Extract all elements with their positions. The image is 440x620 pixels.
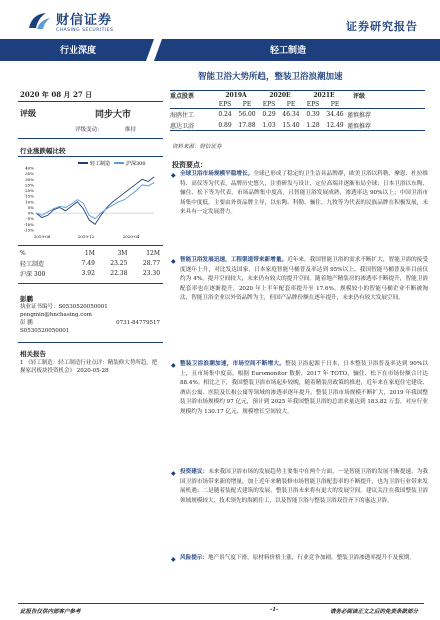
y-tick-label: -15% (23, 227, 34, 233)
contact-name: 彭 鹏 (20, 320, 33, 326)
y-tick-label: 30% (25, 176, 34, 182)
key-points-title: 投资要点： (172, 160, 207, 169)
analyst-info (20, 295, 160, 335)
y-tick-label: -5% (26, 216, 34, 222)
key-point-4: 投资建议：未来我国卫浴市场的发展趋势主要集中在两个方面，一是智能卫浴的发展不断提速，为我国卫浴市场带来新的增量，加上近年来精装修市场智能卫浴配套率的不断提升，也为卫浴行业带来发展机遇；二是随着装配式建筑的发展，整装卫浴未来将有更大的发展空间。建议关注在我国整装卫浴领域规模较大、技术领先的海鸥住工，以及智能卫浴与整装卫浴双管齐下的惠达卫浴。 (180, 469, 428, 504)
footer-right: 请务必阅读正文之后的免责条款部分 (329, 609, 418, 615)
report-date: 2020 年 08 月 27 日 (20, 90, 93, 99)
legend-index: 沪深300 (126, 161, 146, 167)
related-reports (20, 350, 160, 376)
risk-warning: 风险提示：地产景气度下滑，原材料价格上涨，行业竞争加剧，整装卫浴渗透率提升不及预期。 (180, 555, 415, 561)
divider (18, 156, 163, 157)
y-tick-label: 15% (25, 193, 34, 199)
legend-swatch-index (114, 162, 124, 164)
banner-industry: 轻工制造 (270, 46, 307, 56)
cert-number: S0530520050001 (58, 304, 108, 310)
performance-table (20, 248, 160, 278)
y-tick-label: 10% (25, 199, 34, 205)
x-tick-label: 2019-08 (33, 234, 51, 239)
key-point-3: 整装卫浴浪潮加速，市场空间不断增大。整装卫浴起源于日本，日本整装卫浴普及率达到 90%以上，且市场集中度高，根据 Euromonitor 数据，2017 年 TOTO、骊住、松下在市场份额合计达 88.4%。相比之下，我国整装卫浴市场起步较晚，随着精装房政策的推进，近年来在家庭住宅建设、酒店公寓、医院及长租公寓等领域的渗透率逐年提升，整装卫浴市场规模不断扩大，2019 年我国整装卫浴市场规模约 97 亿元，预计到 2025 年我国整装卫浴的总需求量达到 183.82 万套，对应行业规模约为 130.17 亿元，规模增长空间较大。 (180, 361, 428, 415)
rating-value: 同步大市 (95, 110, 132, 120)
analyst-phone: 0731-84779517 (116, 320, 160, 326)
footer-left: 此报告仅供内部客户参考 (20, 609, 81, 615)
divider (18, 342, 163, 343)
table-header: 重点股票 2019A 2020E 2021E 评级 (170, 90, 425, 100)
y-tick-label: 25% (25, 182, 34, 188)
y-tick-label: 5% (27, 204, 34, 210)
rating-change-value: 维持 (125, 127, 137, 133)
y-tick-label: 0% (27, 210, 34, 216)
rating-label: 评级 (20, 108, 36, 118)
table-source: 资料来源：财信证券 (172, 144, 222, 150)
report-headline: 智能卫浴大势所趋，整装卫浴浪潮加速 (198, 72, 343, 82)
bullet-icon: ◆ (171, 362, 176, 369)
performance-title: 行业涨跌幅比较 (20, 147, 66, 155)
logo-chinese-name: 财信证券 (56, 13, 113, 28)
table-row: 惠达卫浴 0.89 17.88 1.03 15.40 1.28 12.49 谨慎推荐 (170, 120, 425, 131)
legend-swatch-industry (78, 162, 88, 164)
bullet-icon: ◆ (171, 258, 176, 265)
table-subheader: EPS PE EPS PE EPS PE (170, 100, 425, 109)
y-tick-label: 40% (25, 165, 34, 171)
analyst-name: 彭鹏 (20, 295, 33, 303)
divider (18, 138, 163, 139)
series-line (36, 177, 154, 224)
footer-divider (18, 603, 424, 604)
x-tick-label: 2020-04 (122, 234, 140, 239)
series-line (36, 183, 154, 219)
key-point-1: 全球卫浴市场规模平稳增长。全球已形成了稳定的卫生洁具品牌群，欧美卫浴以科勒、摩恩、杜拉维特、高仪等为代表，品牌历史悠久，注重研发与设计，定位高端并逐渐布局全球；日本卫浴以东陶、骊住、松下等为代表，市场品牌集中度高，且智能卫浴发展成熟，渗透率达 90%以上；中国卫浴市场集中度低，主要由外资品牌主导，以东陶、科勒、骊住、九牧等为代表的民族品牌在积极发展，未来具有一定发展潜力。 (180, 171, 428, 215)
y-tick-label: 20% (25, 188, 34, 194)
y-tick-label: -10% (23, 221, 34, 227)
table-row: 轻工制造 7.49 23.25 28.77 (20, 259, 161, 268)
performance-chart (18, 160, 158, 242)
bullet-icon: ◆ (171, 470, 176, 477)
divider (18, 101, 163, 102)
page-number: -1- (270, 607, 279, 613)
table-header: % 1M 3M 12M (20, 249, 161, 257)
banner-category: 行业深度 (60, 46, 97, 56)
logo-english-name: CHASING SECURITIES (56, 28, 114, 33)
rating-change-label: 评级变动： (75, 127, 103, 133)
bullet-icon: ◆ (171, 556, 176, 563)
divider (18, 283, 163, 284)
company-logo (26, 6, 146, 36)
y-tick-label: 35% (25, 171, 34, 177)
report-type: 证券研究报告 (346, 20, 418, 33)
bullet-icon: ◆ (171, 172, 176, 179)
related-title: 相关报告 (20, 350, 46, 358)
chasing-logo-icon (26, 10, 52, 32)
key-point-2: 智能卫浴发展迅速，工程渠道带来新增量。近年来，我国智能卫浴的需求不断扩大，智能卫浴的接受度逐年上升，对比发达国家，日本家庭智能马桶普及率达到 95%以上，我国智能马桶普及率目前仅约为 4%，提升空间较大，未来仍有较大的提升空间。随着地产精装房的渗透率不断提升，智能卫浴配套率也在逐渐提升，2020 年上半年配套率提升至 17.6%，规模较小的智能马桶企业不断被淘汰，智能卫浴企业以外资品牌为主，但国产品牌份额在逐年提升，未来仍有较大发展空间。 (180, 257, 428, 301)
table-row: 沪深 300 3.92 22.38 23.30 (20, 269, 161, 278)
stock-table (170, 90, 425, 131)
x-tick-label: 2019-12 (77, 234, 95, 239)
analyst-email[interactable]: pengmin@hnchasing.com (20, 312, 92, 318)
table-row: 海鸥住工 0.24 56.00 0.29 46.34 0.39 34.46 谨慎推荐 (170, 111, 371, 119)
legend-industry: 轻工制造 (90, 161, 111, 167)
related-item[interactable]: 1 《轻工制造：轻工制造行业点评：精装修大势所趋，把握家居板块投资机会》 2020-05-28 (20, 359, 158, 374)
cert-label: 执业证书编号： (20, 304, 59, 310)
divider (18, 245, 163, 246)
contact-cert: S0530520050001 (20, 328, 70, 334)
